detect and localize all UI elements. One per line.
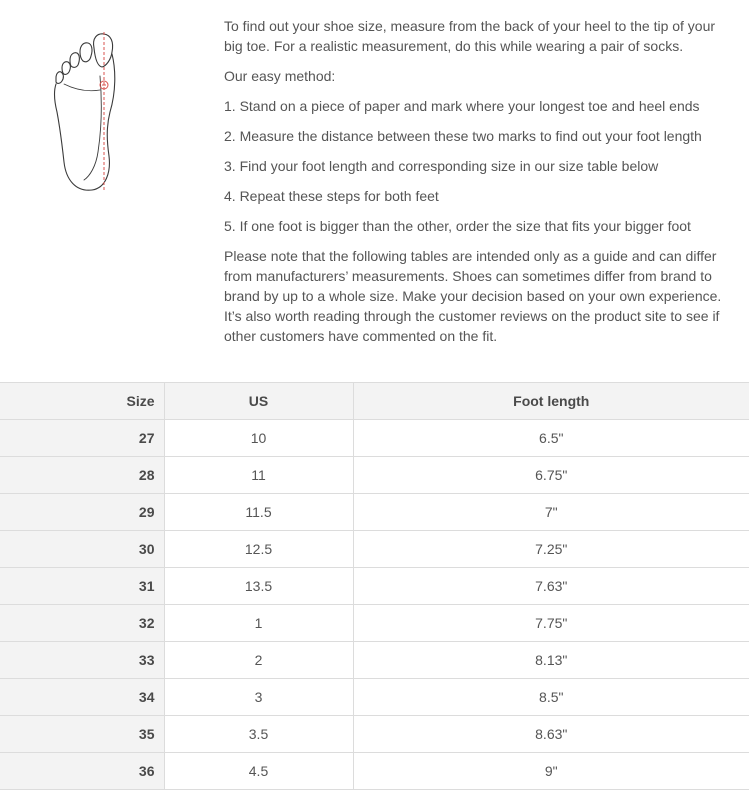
size-table xyxy=(0,382,749,790)
size-cell: 27 xyxy=(0,420,164,457)
column-header-foot-length: Foot length xyxy=(353,383,749,420)
table-row xyxy=(0,568,749,605)
size-cell: 34 xyxy=(0,679,164,716)
us-cell: 13.5 xyxy=(164,568,353,605)
size-cell: 35 xyxy=(0,716,164,753)
us-cell: 12.5 xyxy=(164,531,353,568)
foot-length-cell: 7.63" xyxy=(353,568,749,605)
guide-step: 5. If one foot is bigger than the other, order the size that fits your bigger foot xyxy=(224,218,691,234)
guide-note: Please note that the following tables are intended only as a guide and can differ from manufacturers’ measurements. Shoes can sometimes differ from brand to brand by up to a whole size. Make your decision based on your own experience. It’s also worth reading through the customer reviews on the product site to see if other customers have commented on the fit. xyxy=(224,248,722,344)
sizing-guide xyxy=(224,16,729,356)
table-row xyxy=(0,753,749,790)
us-cell: 4.5 xyxy=(164,753,353,790)
guide-step: 3. Find your foot length and corresponding size in our size table below xyxy=(224,158,659,174)
us-cell: 2 xyxy=(164,642,353,679)
size-cell: 31 xyxy=(0,568,164,605)
table-row xyxy=(0,679,749,716)
foot-length-cell: 8.5" xyxy=(353,679,749,716)
guide-step: 1. Stand on a piece of paper and mark where your longest toe and heel ends xyxy=(224,98,700,114)
column-header-size: Size xyxy=(0,383,164,420)
size-cell: 28 xyxy=(0,457,164,494)
us-cell: 10 xyxy=(164,420,353,457)
us-cell: 11 xyxy=(164,457,353,494)
size-cell: 33 xyxy=(0,642,164,679)
table-header-row xyxy=(0,383,749,420)
size-cell: 36 xyxy=(0,753,164,790)
table-row xyxy=(0,457,749,494)
foot-length-cell: 8.13" xyxy=(353,642,749,679)
table-row xyxy=(0,494,749,531)
table-row xyxy=(0,605,749,642)
foot-length-cell: 7" xyxy=(353,494,749,531)
foot-length-cell: 6.5" xyxy=(353,420,749,457)
foot-measurement-icon xyxy=(50,30,122,196)
foot-length-cell: 7.75" xyxy=(353,605,749,642)
guide-step: 2. Measure the distance between these two marks to find out your foot length xyxy=(224,128,702,144)
guide-step: 4. Repeat these steps for both feet xyxy=(224,188,439,204)
foot-length-cell: 7.25" xyxy=(353,531,749,568)
size-cell: 29 xyxy=(0,494,164,531)
size-cell: 32 xyxy=(0,605,164,642)
foot-length-cell: 9" xyxy=(353,753,749,790)
us-cell: 1 xyxy=(164,605,353,642)
guide-intro: To find out your shoe size, measure from the back of your heel to the tip of your big toe. For a realistic measurement, do this while wearing a pair of socks. xyxy=(224,18,716,54)
guide-method-heading: Our easy method: xyxy=(224,68,336,84)
table-row xyxy=(0,531,749,568)
table-row xyxy=(0,420,749,457)
us-cell: 3 xyxy=(164,679,353,716)
size-cell: 30 xyxy=(0,531,164,568)
us-cell: 11.5 xyxy=(164,494,353,531)
us-cell: 3.5 xyxy=(164,716,353,753)
table-row xyxy=(0,716,749,753)
foot-length-cell: 6.75" xyxy=(353,457,749,494)
column-header-us: US xyxy=(164,383,353,420)
foot-length-cell: 8.63" xyxy=(353,716,749,753)
table-row xyxy=(0,642,749,679)
